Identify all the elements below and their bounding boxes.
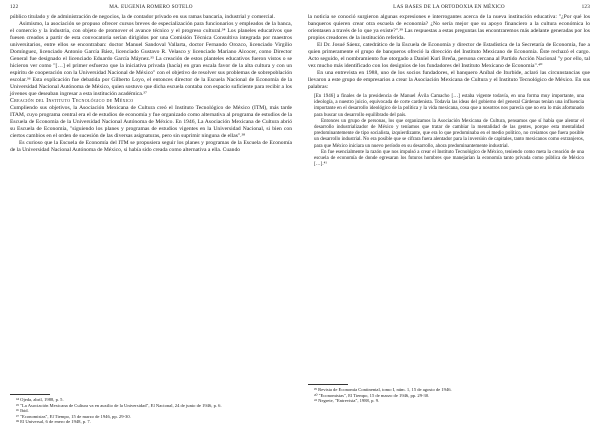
- section-title: Creación del Instituto Tecnológico de México: [10, 98, 134, 104]
- block-quote: [314, 94, 584, 168]
- paragraph: El Dr. Josué Sáenz, catedrático de la Escuela de Economía y director de Estadística de la Secretaría de Economía, fue a quien primeramente el grupo de banqueros ofreció la dirección del Instituto Mexicano de Economía. Éste rechazó el cargo. Acto seguido, el nombramiento fue otorgado a Daniel Kuri Breña, persona cercana al Partido Acción Nacional "y por ello, tal vez mucho más identificado con los designios de los fundadores del Instituto Mexicano de Economía".⁴⁰: [308, 42, 590, 69]
- footnote: ³⁵ "La Asociación Mexicana de Cultura va en auxilio de la Universidad", El Nacional, 24 de junio de 1946, p. 6.: [16, 402, 222, 408]
- page-number: 122: [10, 4, 19, 10]
- footnote: ³⁷ "Economistas", El Tiempo, 15 de marzo de 1946, pp. 29-30.: [16, 413, 131, 419]
- paragraph: En una entrevista en 1988, uno de los socios fundadores, el banquero Aníbal de Iturbide, aclaró las circunstancias que llevaron a este grupo de empresarios a crear la Asociación Mexicana de Cultura y el Instituto Tecnológico de México. En sus palabras:: [308, 70, 590, 90]
- running-head: LAS BASES DE LA ORTODOXIA EN MÉXICO: [393, 4, 505, 10]
- left-page-header: [10, 4, 292, 14]
- footnotes: [308, 380, 590, 404]
- paragraph: Cumpliendo sus objetivos, la Asociación Mexicana de Cultura creó el Instituto Tecnológico de México (ITM), más tarde ITAM, cuyo programa central era el de estudios de economía y fue organizado como alternativa al programa de estudios de la Escuela de Economía de la Universidad Nacional Autónoma de México. En 1946, La Asociación Mexicana de Cultura abrió su Escuela de Economía, "siguiendo los planes y programas de estudios vigentes en la Universidad Nacional, si bien con ciertos cambios en el orden de sucesión de las diversas asignaturas, pero sin suprimir ninguna de ellas".³⁸: [10, 105, 292, 139]
- footnote: ³⁸ El Universal, 6 de enero de 1948, p. 7.: [16, 419, 91, 425]
- running-head: MA. EUGENIA ROMERO SOTELO: [109, 4, 193, 10]
- footnote: ³⁹ Revista de Economía Continental, tomo I, núm. 1, 15 de agosto de 1946.: [314, 387, 452, 392]
- right-page-body: [308, 14, 590, 171]
- paragraph: la noticia se conoció surgieron algunas expresiones e interrogantes acerca de la nueva institución educativa: "¿Por qué los banqueros quieren crear otra escuela de economía? ¿No sería mejor que su apoyo financiero a la cultura económica lo orientasen a través de lo que ya existe?".³⁹ Las respuestas a estas preguntas las encontraremos más adelante generadas por los propios creadores de la institución referida.: [308, 14, 590, 41]
- footnote: ³⁴ Ojeda, abril, 1988, p. 5.: [16, 397, 64, 402]
- left-page: [10, 0, 292, 431]
- paragraph: Asimismo, la asociación se propuso ofrecer cursos breves de especialización para funcionarios y empleados de la banca, el comercio y la industria, con objeto de promover el avance técnico y el progreso cultural.³⁴ Los planeles educativos que fuesen creados a partir de esta convocatoria serían dirigidos por una Comisión Técnica Consultiva integrada por maestros universitarios, entre ellos se encontraban: doctor Manuel Sandoval Vallarta, doctor Fernando Orozco, licenciado Virgilio Domínguez, licenciado Antonio García Báez, licenciado Gustavo R. Velasco y licenciado Mariano Alcocer, como Director General fue designado el licenciado Eduardo García Máynez.³⁵ La creación de estos planteles educativos fueron vistos o se hicieron ver como "[…] el primer esfuerzo que la iniciativa privada (hacía) en gran escala favor de la alta cultura y con un espíritu de cooperación con la Universidad Nacional de México" con el objetivo de resolver sus problemas de sobrepoblación escolar.³⁶ Esta explicación fue debatida por Gilberto Loyo, el entonces director de la Escuela Nacional de Economía de la Universidad Nacional Autónoma de México, quien sostuvo que dicha escuela contaba con espacio suficiente para recibir a los jóvenes que deseaban ingresar a esta institución académica.³⁷: [10, 21, 292, 97]
- footnote: ³⁶ Ibid.: [16, 408, 29, 414]
- quote-paragraph: En fue esencialmente la razón que nos impulsó a crear el Instituto Tecnológico de México, teniendo como meta la creación de una escuela de economía de donde egresaran los futuros hombres que manejarían la economía tanto privada como pública de México […].⁴¹: [314, 149, 584, 168]
- footnote-rule: [10, 394, 50, 395]
- paragraph: público titulado y de administración de negocios, la de contador privado en sus ramas bancaria, industrial y comercial.: [10, 14, 275, 20]
- footnote-rule: [308, 384, 348, 385]
- left-page-body: [10, 14, 292, 154]
- footnote: ⁴⁰ "Economistas", El Tiempo, 15 de marzo de 1946, pp. 29-30.: [314, 392, 430, 398]
- quote-paragraph: Entonces un grupo de personas, los que organizamos la Asociación Mexicana de Cultura, pensamos que sí había que alentar el desarrollo industrializador de México y teníamos que tratar de cambiar la mentalidad de las gentes, porque esta mentalidad predominantemente de tipo socialista, izquierdizante, que era lo que predominaba en el medio político, no creíamos que fuera posible un desarrollo industrial. No era posible que se cifrara fuera alentador para la inversión de capitales, tanto mexicanos como extranjeros, para que México iniciara un nuevo período en su desarrollo, ahora predominantemente industrial.: [314, 118, 584, 149]
- page-number: 123: [581, 4, 590, 10]
- quote-paragraph: [En 1946] a finales de la presidencia de Manuel Ávila Camacho […] estaba vigente todavía, en una forma muy importante, una ideología, a nuestro juicio, equivocada de corte cardenista. Todavía las ideas del gobierno del general Cárdenas tenían una influencia importante en el desarrollo ideológico de la política y la vida mexicana, cosa que a nosotros nos parecía que no era lo más afortunado para buscar un desarrollo equilibrado del país.: [314, 94, 584, 118]
- paragraph: Es curioso que la Escuela de Economía del ITM se propusiera seguir los planes y programas de la Escuela de Economía de la Universidad Nacional Autónoma de México, si había sido creada como alternativa a ella. Cuando: [10, 140, 292, 153]
- right-page: [308, 0, 590, 431]
- footnotes: [10, 390, 292, 425]
- footnote: ⁴¹ Negrete, "Entrevista", 1988, p. 9.: [314, 398, 380, 404]
- right-page-header: [308, 4, 590, 14]
